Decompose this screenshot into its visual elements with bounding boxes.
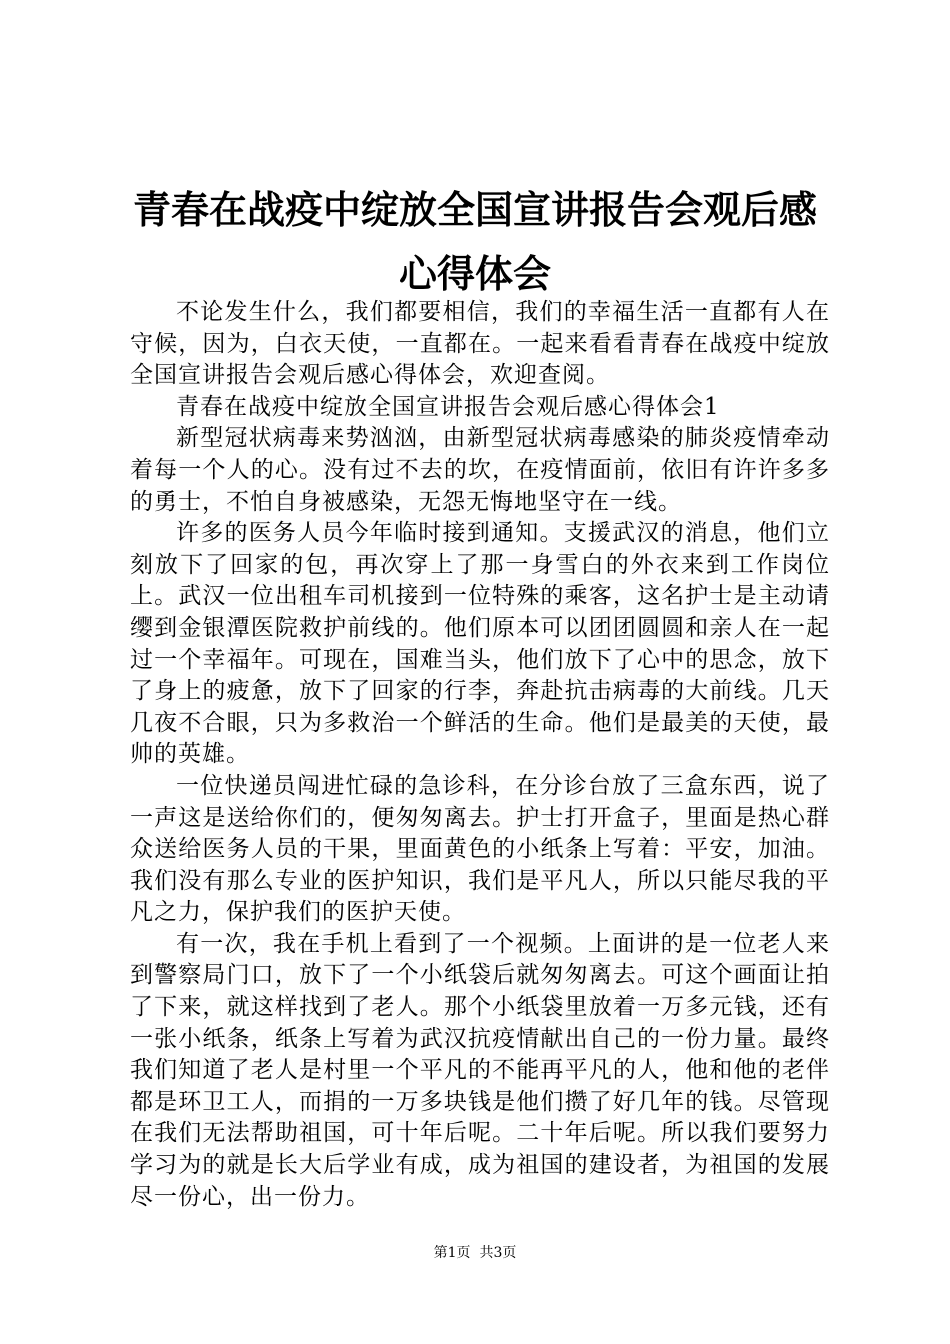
paragraph-1: 新型冠状病毒来势汹汹，由新型冠状病毒感染的肺炎疫情牵动着每一个人的心。没有过不去的坎，在疫情面前，依旧有许许多多的勇士，不怕自身被感染，无怨无悔地坚守在一线。 [130,425,830,515]
document-body [130,297,830,1213]
page-number: 第1页 共3页 [433,1245,517,1261]
paragraph-intro: 不论发生什么，我们都要相信，我们的幸福生活一直都有人在守候，因为，白衣天使，一直都在。一起来看看青春在战疫中绽放全国宣讲报告会观后感心得体会，欢迎查阅。 [130,299,830,389]
section-heading: 青春在战疫中绽放全国宣讲报告会观后感心得体会1 [176,393,720,420]
document-title: 青春在战疫中绽放全国宣讲报告会观后感心得体会 [132,188,817,296]
paragraph-3: 一位快递员闯进忙碌的急诊科，在分诊台放了三盒东西，说了一声这是送给你们的，便匆匆离去。护士打开盒子，里面是热心群众送给医务人员的干果，里面黄色的小纸条上写着：平安，加油。我们没有那么专业的医护知识，我们是平凡人，所以只能尽我的平凡之力，保护我们的医护天使。 [130,772,830,926]
paragraph-2: 许多的医务人员今年临时接到通知。支援武汉的消息，他们立刻放下了回家的包，再次穿上了那一身雪白的外衣来到工作岗位上。武汉一位出租车司机接到一位特殊的乘客，这名护士是主动请缨到金银潭医院救护前线的。他们原本可以团团圆圆和亲人在一起过一个幸福年。可现在，国难当头，他们放下了心中的思念，放下了身上的疲惫，放下了回家的行李，奔赴抗击病毒的大前线。几天几夜不合眼，只为多救治一个鲜活的生命。他们是最美的天使，最帅的英雄。 [130,520,830,768]
paragraph-4: 有一次，我在手机上看到了一个视频。上面讲的是一位老人来到警察局门口，放下了一个小纸袋后就匆匆离去。可这个画面让拍了下来，就这样找到了老人。那个小纸袋里放着一万多元钱，还有一张小纸条，纸条上写着为武汉抗疫情献出自己的一份力量。最终我们知道了老人是村里一个平凡的不能再平凡的人，他和他的老伴都是环卫工人，而捐的一万多块钱是他们攒了好几年的钱。尽管现在我们无法帮助祖国，可十年后呢。二十年后呢。所以我们要努力学习为的就是长大后学业有成，成为祖国的建设者，为祖国的发展尽一份心，出一份力。 [130,930,830,1210]
page-footer [0,1243,950,1263]
